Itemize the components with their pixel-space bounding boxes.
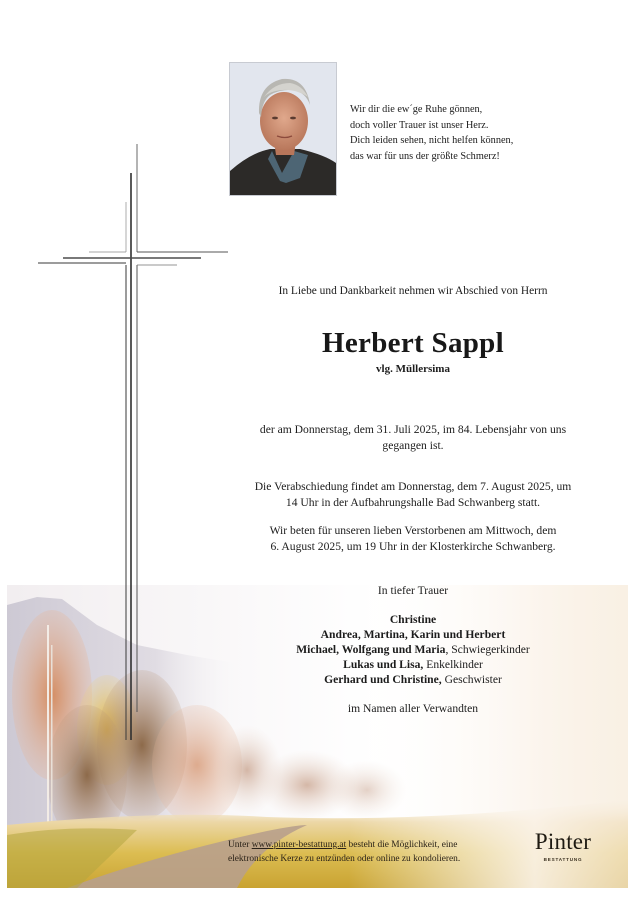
mourner-names: Gerhard und Christine, (324, 673, 442, 686)
mourner-relation: , Schwiegerkinder (445, 643, 530, 656)
mourner-line (208, 612, 618, 627)
verse-line: Dich leiden sehen, nicht helfen können, (350, 135, 514, 146)
farewell-line-2: 14 Uhr in der Aufbahrungshalle Bad Schwanberg statt. (285, 496, 541, 509)
verse-line: das war für uns der größte Schmerz! (350, 150, 500, 162)
mourner-line (208, 657, 618, 672)
mourner-names: Michael, Wolfgang und Maria (296, 643, 446, 656)
mourner-line (208, 627, 618, 642)
memorial-verse (350, 102, 560, 164)
website-link[interactable]: www.pinter-bestattung.at (251, 840, 347, 850)
mourner-line (208, 672, 618, 687)
prayer-line-1: Wir beten für unseren lieben Verstorbenen am Mittwoch, dem (269, 524, 557, 537)
mourner-relation: Enkelkinder (423, 658, 483, 671)
portrait-photo (229, 62, 337, 196)
footer-line-1 (228, 838, 518, 852)
footer-line-2: elektronische Kerze zu entzünden oder online zu kondolieren. (228, 854, 461, 864)
verse-line: doch voller Trauer ist unser Herz. (350, 119, 489, 131)
mourner-names: Andrea, Martina, Karin und Herbert (320, 628, 506, 641)
logo-wordmark: Pinter (534, 829, 592, 854)
prayer-line-2: 6. August 2025, um 19 Uhr in der Klosterkirche Schwanberg. (270, 540, 556, 553)
deceased-name: Herbert Sappl (322, 327, 504, 359)
online-condolence-note (228, 838, 518, 866)
mourner-line (208, 642, 618, 657)
death-line-2: gegangen ist. (382, 439, 444, 452)
footer-prefix: Unter (228, 840, 252, 850)
verse-line: Wir dir die ew´ge Ruhe gönnen, (350, 104, 483, 115)
closing-text: im Namen aller Verwandten (347, 702, 479, 715)
prayer-notice (208, 523, 618, 555)
death-line-1: der am Donnerstag, dem 31. Juli 2025, im 84. Lebensjahr von uns (259, 423, 567, 436)
mourner-relation: Geschwister (441, 673, 502, 686)
logo-subtitle: BESTATTUNG (543, 857, 583, 862)
pinter-logo (526, 830, 600, 862)
death-notice (208, 422, 618, 454)
mourning-heading: In tiefer Trauer (377, 584, 449, 597)
mourner-names: Christine (389, 613, 437, 626)
intro-text: In Liebe und Dankbarkeit nehmen wir Abschied von Herrn (278, 285, 548, 297)
farewell-line-1: Die Verabschiedung findet am Donnerstag, dem 7. August 2025, um (254, 480, 572, 493)
farewell-notice (208, 479, 618, 511)
vulgo-name: vlg. Müllersima (376, 363, 450, 375)
mourner-names: Lukas und Lisa, (343, 658, 424, 671)
mourners-list (208, 612, 618, 687)
footer-suffix: besteht die Möglichkeit, eine (346, 840, 458, 850)
